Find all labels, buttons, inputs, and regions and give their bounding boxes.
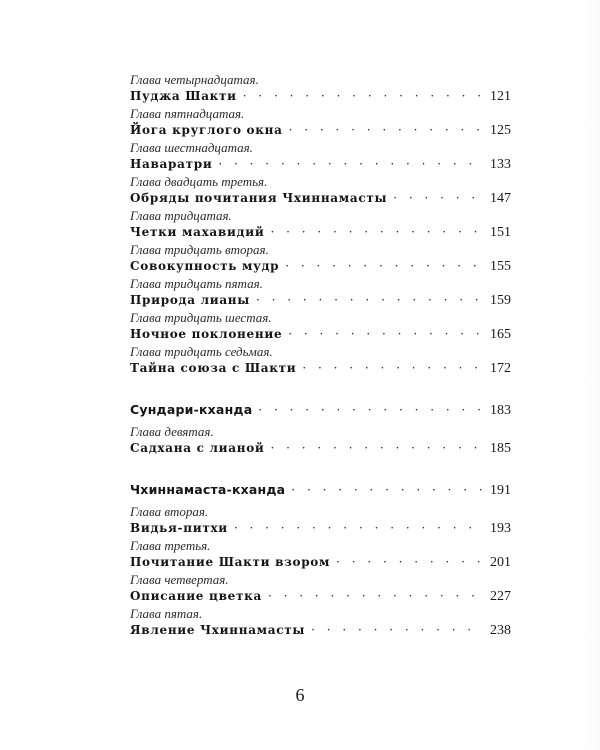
dot-leader (268, 587, 484, 606)
dot-leader (311, 621, 484, 640)
part-title: Чхиннамаста-кханда (130, 482, 286, 497)
chapter-label: Глава тридцать седьмая. (130, 344, 273, 359)
part-heading-sundari[interactable] (130, 400, 511, 419)
toc-entry[interactable] (130, 140, 511, 174)
chapter-label: Глава тридцать вторая. (130, 242, 269, 257)
page-edge-shadow (578, 0, 600, 750)
page-ref: 227 (490, 589, 511, 604)
entry-title: Наваратри (130, 157, 213, 171)
entry-title: Почитание Шакти взором (130, 555, 331, 569)
chapter-label: Глава тридцатая. (130, 208, 232, 223)
chapter-label: Глава пятая. (130, 606, 203, 621)
toc-entry[interactable] (130, 310, 511, 344)
page-ref: 185 (490, 441, 511, 456)
chapter-label: Глава двадцать третья. (130, 174, 268, 189)
dot-leader (285, 257, 484, 276)
page-ref: 191 (490, 483, 511, 498)
entry-title: Пуджа Шакти (130, 89, 237, 103)
chapter-label: Глава тридцать пятая. (130, 276, 263, 291)
entry-title: Совокупность мудр (130, 259, 280, 273)
toc-entry[interactable] (130, 174, 511, 208)
chapter-label: Глава тридцать шестая. (130, 310, 272, 325)
entry-title: Ночное поклонение (130, 327, 283, 341)
part-title: Сундари-кханда (130, 402, 253, 417)
entry-title: Описание цветка (130, 589, 262, 603)
toc-entry[interactable] (130, 424, 511, 458)
page-ref: 155 (490, 259, 511, 274)
toc-entry[interactable] (130, 106, 511, 140)
entry-title: Четки махавидий (130, 225, 265, 239)
page-ref: 159 (490, 293, 511, 308)
toc-entry[interactable] (130, 606, 511, 640)
dot-leader (271, 439, 485, 458)
entry-title: Явление Чхиннамасты (130, 623, 306, 637)
chapter-label: Глава пятнадцатая. (130, 106, 245, 121)
toc-entry[interactable] (130, 572, 511, 606)
page-ref: 121 (490, 89, 511, 104)
dot-leader (218, 155, 484, 174)
page-ref: 133 (490, 157, 511, 172)
chapter-label: Глава четырнадцатая. (130, 72, 259, 87)
dot-leader (393, 189, 484, 208)
page-ref: 201 (490, 555, 511, 570)
dot-leader (336, 553, 484, 572)
page-ref: 151 (490, 225, 511, 240)
toc-entry[interactable] (130, 208, 511, 242)
page-ref: 147 (490, 191, 511, 206)
toc-entry[interactable] (130, 538, 511, 572)
dot-leader (302, 359, 484, 378)
chapter-label: Глава вторая. (130, 504, 209, 519)
toc-entry[interactable] (130, 344, 511, 378)
page-ref: 125 (490, 123, 511, 138)
page-ref: 172 (490, 361, 511, 376)
chapter-label: Глава девятая. (130, 424, 214, 439)
chapter-label: Глава третья. (130, 538, 211, 553)
page-number: 6 (295, 685, 305, 705)
dot-leader (291, 481, 484, 500)
entry-title: Йога круглого окна (130, 123, 283, 137)
dot-leader (289, 121, 484, 140)
toc-entry[interactable] (130, 504, 511, 538)
toc-entry[interactable] (130, 242, 511, 276)
page-ref: 238 (490, 623, 511, 638)
dot-leader (258, 401, 484, 420)
dot-leader (234, 519, 484, 538)
dot-leader (256, 291, 484, 310)
entry-title: Природа лианы (130, 293, 251, 307)
part-heading-chhinnamasta[interactable] (130, 480, 511, 499)
entry-title: Тайна союза с Шакти (130, 361, 297, 375)
chapter-label: Глава четвертая. (130, 572, 229, 587)
entry-title: Видья-питхи (130, 521, 228, 535)
toc-entry[interactable] (130, 276, 511, 310)
entry-title: Садхана с лианой (130, 441, 265, 455)
chapter-label: Глава шестнадцатая. (130, 140, 253, 155)
dot-leader (270, 223, 484, 242)
toc-entry[interactable] (130, 72, 511, 106)
page-ref: 165 (490, 327, 511, 342)
page-ref: 193 (490, 521, 511, 536)
entry-title: Обряды почитания Чхиннамасты (130, 191, 388, 205)
dot-leader (243, 87, 484, 106)
page-ref: 183 (490, 403, 511, 418)
table-of-contents (130, 72, 511, 640)
dot-leader (288, 325, 484, 344)
